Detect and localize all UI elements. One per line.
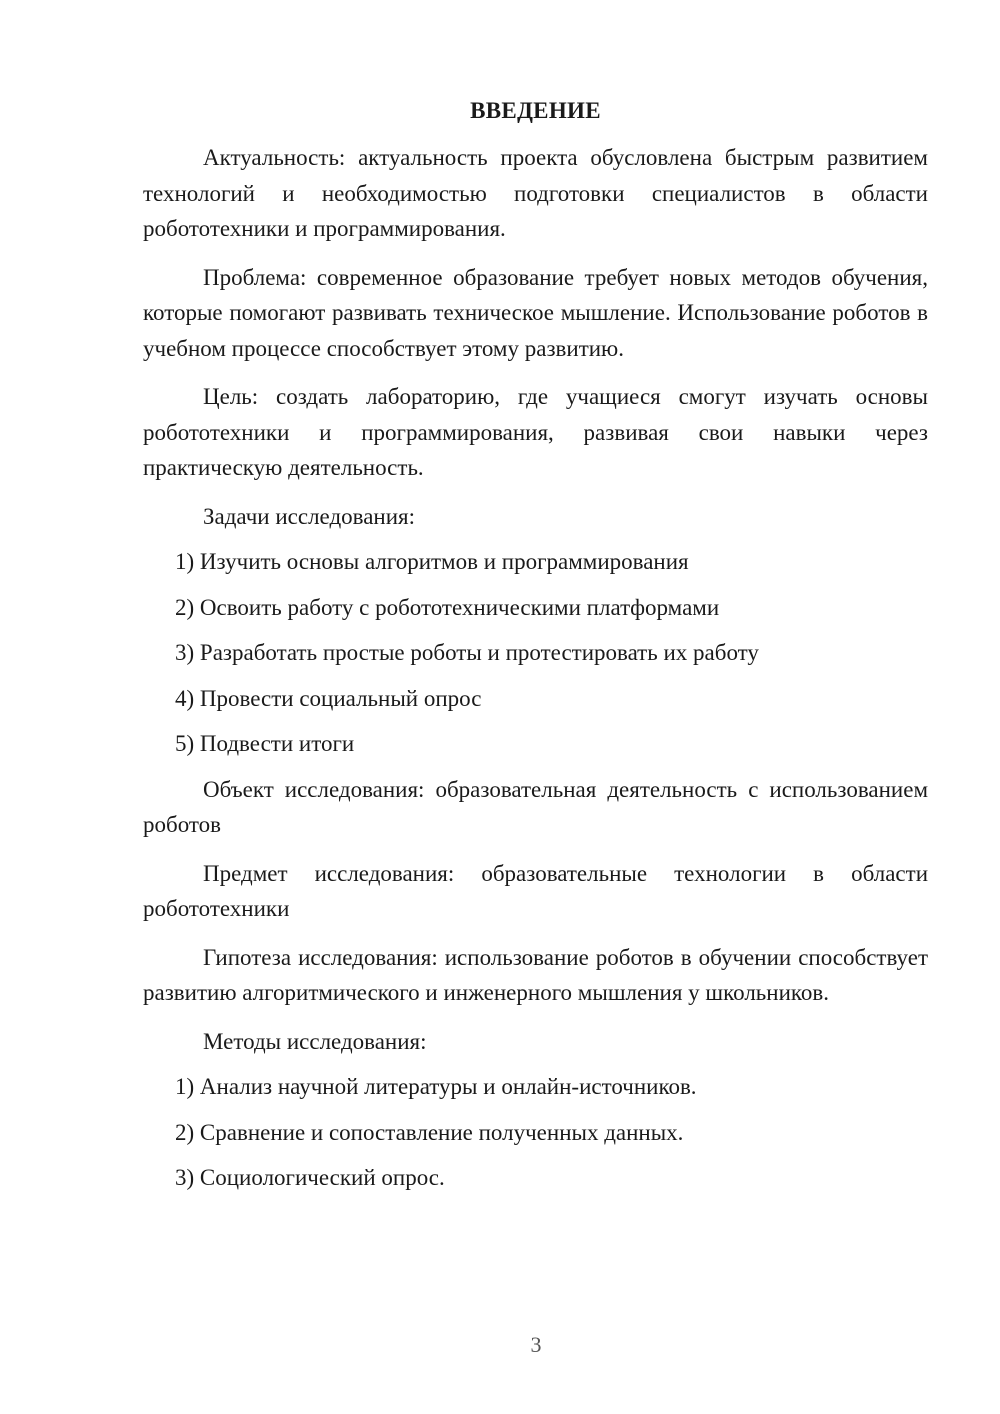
goal-paragraph: Цель: создать лабораторию, где учащиеся смогут изучать основы робототехники и программирования, развивая свои навыки через практическую деятельность. [143,384,928,480]
hypothesis-paragraph: Гипотеза исследования: использование роботов в обучении способствует развитию алгоритмического и инженерного мышления у школьников. [143,944,928,1005]
list-item: 3) Разработать простые роботы и протестировать их работу [175,640,759,665]
methods-heading: Методы исследования: [203,1028,427,1054]
page-number: 3 [530,1332,542,1357]
list-item: 1) Изучить основы алгоритмов и программирования [175,549,689,574]
tasks-list [143,544,928,762]
object-paragraph: Объект исследования: образовательная деятельность с использованием роботов [143,776,928,837]
subject-paragraph: Предмет исследования: образовательные технологии в области робототехники [143,860,928,921]
document-body [143,94,928,1206]
relevance-paragraph: Актуальность: актуальность проекта обусловлена быстрым развитием технологий и необходимостью подготовки специалистов в области робототехники и программирования. [143,145,928,241]
list-item: 2) Освоить работу с робототехническими платформами [175,594,720,620]
list-item: 4) Провести социальный опрос [175,685,482,711]
page-title: ВВЕДЕНИЕ [470,98,601,123]
list-item: 5) Подвести итоги [175,731,355,756]
problem-paragraph: Проблема: современное образование требует новых методов обучения, которые помогают развивать техническое мышление. Использование роботов в учебном процессе способствует этому развитию. [143,264,928,361]
tasks-heading: Задачи исследования: [203,503,416,529]
methods-list [143,1069,928,1196]
list-item: 3) Социологический опрос. [175,1165,445,1190]
list-item: 2) Сравнение и сопоставление полученных данных. [175,1119,684,1145]
list-item: 1) Анализ научной литературы и онлайн-источников. [175,1074,697,1099]
